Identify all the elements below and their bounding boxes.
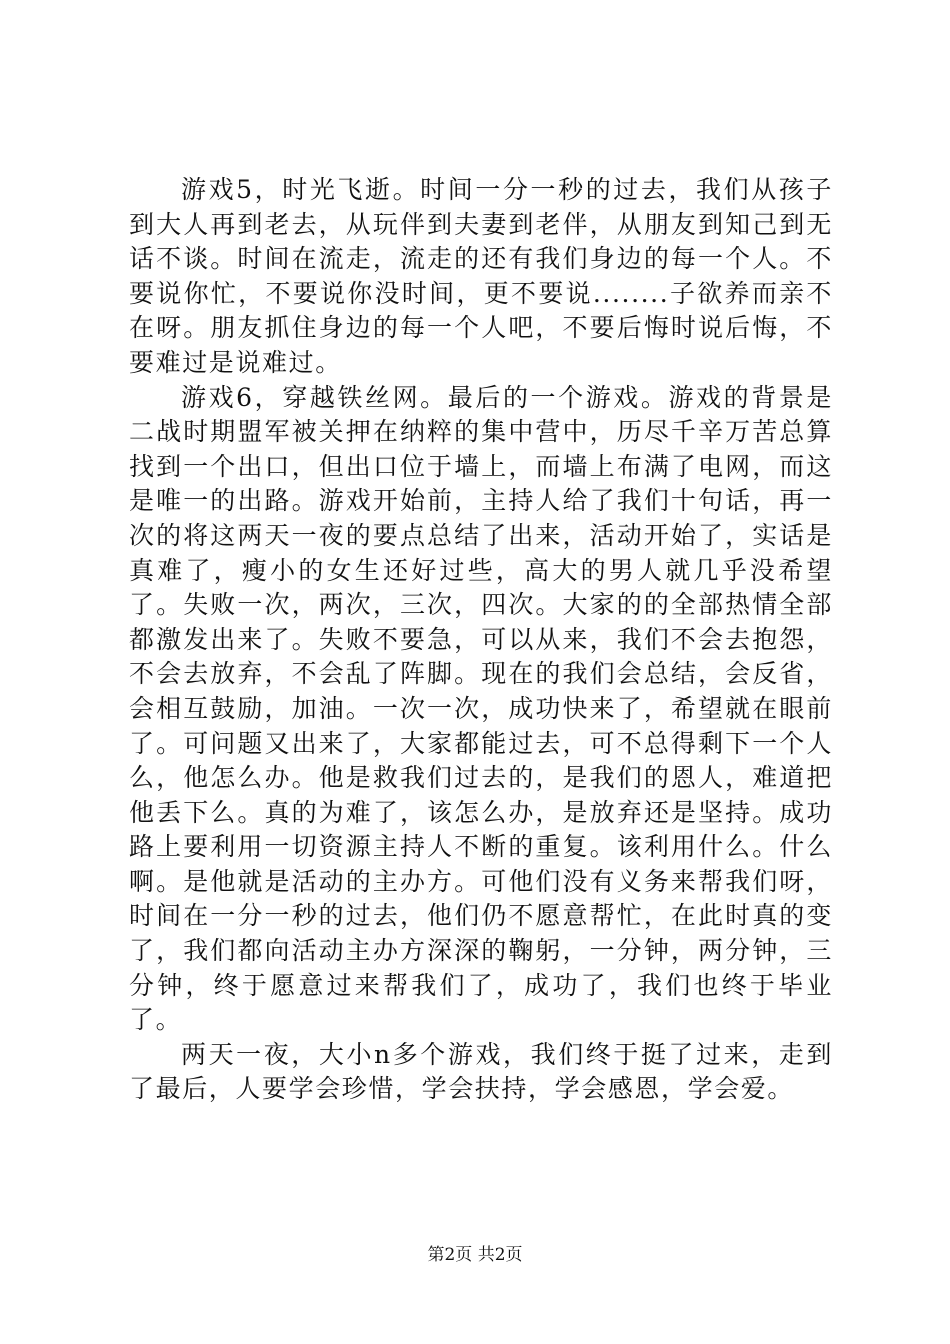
paragraph-game-5: 游戏5，时光飞逝。时间一分一秒的过去，我们从孩子到大人再到老去，从玩伴到夫妻到老伴，从朋友到知己到无话不谈。时间在流走，流走的还有我们身边的每一个人。不要说你忙，不要说你没时间，更不要说........子欲养而亲不在呀。朋友抓住身边的每一个人吧，不要后悔时说后悔，不要难过是说难过。 (129, 175, 833, 377)
paragraph-game-6: 游戏6，穿越铁丝网。最后的一个游戏。游戏的背景是二战时期盟军被关押在纳粹的集中营中，历尽千辛万苦总算找到一个出口，但出口位于墙上，而墙上布满了电网，而这是唯一的出路。游戏开始前，主持人给了我们十句话，再一次的将这两天一夜的要点总结了出来，活动开始了，实话是真难了，瘦小的女生还好过些，高大的男人就几乎没希望了。失败一次，两次，三次，四次。大家的的全部热情全部都激发出来了。失败不要急，可以从来，我们不会去抱怨，不会去放弃，不会乱了阵脚。现在的我们会总结，会反省，会相互鼓励，加油。一次一次，成功快来了，希望就在眼前了。可问题又出来了，大家都能过去，可不总得剩下一个人么，他怎么办。他是救我们过去的，是我们的恩人，难道把他丢下么。真的为难了，该怎么办，是放弃还是坚持。成功路上要利用一切资源主持人不断的重复。该利用什么。什么啊。是他就是活动的主办方。可他们没有义务来帮我们呀，时间在一分一秒的过去，他们仍不愿意帮忙，在此时真的变了，我们都向活动主办方深深的鞠躬，一分钟，两分钟，三分钟，终于愿意过来帮我们了，成功了，我们也终于毕业了。 (129, 382, 833, 1035)
document-body (129, 173, 833, 1107)
paragraph-conclusion: 两天一夜，大小n多个游戏，我们终于挺了过来，走到了最后，人要学会珍惜，学会扶持，学会感恩，学会爱。 (129, 1039, 833, 1104)
page-number-footer: 第2页 共2页 (427, 1245, 523, 1265)
